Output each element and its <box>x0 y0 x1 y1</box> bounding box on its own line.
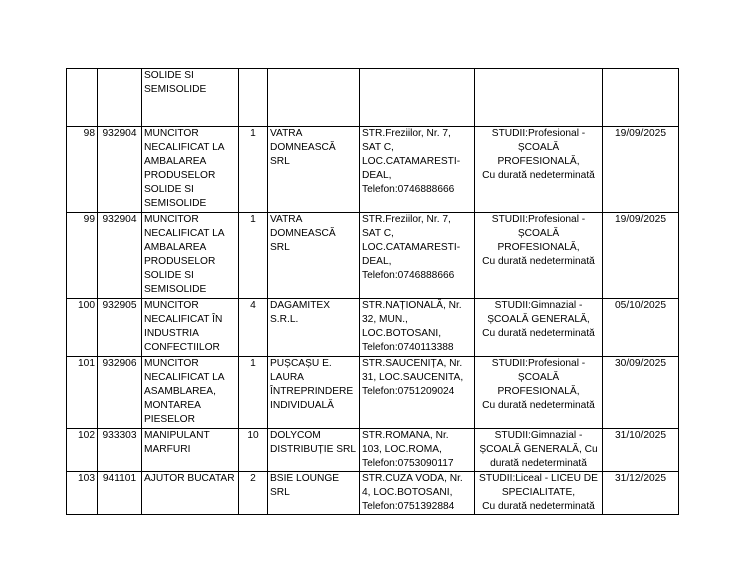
address <box>360 69 475 127</box>
employer: DOLYCOM DISTRIBUȚIE SRL <box>268 429 360 472</box>
valid-until-date: 19/09/2025 <box>603 213 679 299</box>
valid-until-date: 30/09/2025 <box>603 357 679 429</box>
row-number: 102 <box>67 429 98 472</box>
employer: VATRA DOMNEASCĂ SRL <box>268 213 360 299</box>
employer: PUȘCAȘU E. LAURA ÎNTREPRINDERE INDIVIDUALĂ <box>268 357 360 429</box>
employer: BSIE LOUNGE SRL <box>268 472 360 515</box>
address: STR.Freziilor, Nr. 7, SAT C, LOC.CATAMARESTI- DEAL, Telefon:0746888666 <box>360 127 475 213</box>
table-row <box>67 69 679 127</box>
vacancy-count: 1 <box>239 127 268 213</box>
cor-code: 932905 <box>98 299 142 357</box>
cor-code: 932904 <box>98 213 142 299</box>
studies: STUDII:Profesional - ȘCOALĂ PROFESIONALĂ, Cu durată nedeterminată <box>475 127 603 213</box>
studies: STUDII:Profesional - ȘCOALĂ PROFESIONALĂ, Cu durată nedeterminată <box>475 357 603 429</box>
valid-until-date: 19/09/2025 <box>603 127 679 213</box>
studies: STUDII:Gimnazial - ȘCOALĂ GENERALĂ, Cu durată nedeterminată <box>475 429 603 472</box>
valid-until-date: 05/10/2025 <box>603 299 679 357</box>
address: STR.ROMANA, Nr. 103, LOC.ROMA, Telefon:0753090117 <box>360 429 475 472</box>
cor-code: 932906 <box>98 357 142 429</box>
cor-code <box>98 69 142 127</box>
address: STR.Freziilor, Nr. 7, SAT C, LOC.CATAMARESTI- DEAL, Telefon:0746888666 <box>360 213 475 299</box>
vacancy-count: 2 <box>239 472 268 515</box>
job-vacancies-table <box>66 68 679 515</box>
address: STR.NAȚIONALĂ, Nr. 32, MUN., LOC.BOTOSANI, Telefon:0740113388 <box>360 299 475 357</box>
studies <box>475 69 603 127</box>
occupation: SOLIDE SI SEMISOLIDE <box>142 69 239 127</box>
employer <box>268 69 360 127</box>
occupation: MUNCITOR NECALIFICAT LA ASAMBLAREA, MONTAREA PIESELOR <box>142 357 239 429</box>
studies: STUDII:Gimnazial - ȘCOALĂ GENERALĂ, Cu durată nedeterminată <box>475 299 603 357</box>
row-number: 99 <box>67 213 98 299</box>
table-row <box>67 127 679 213</box>
occupation: MUNCITOR NECALIFICAT LA AMBALAREA PRODUSELOR SOLIDE SI SEMISOLIDE <box>142 127 239 213</box>
row-number: 98 <box>67 127 98 213</box>
row-number <box>67 69 98 127</box>
valid-until-date: 31/10/2025 <box>603 429 679 472</box>
occupation: MUNCITOR NECALIFICAT LA AMBALAREA PRODUSELOR SOLIDE SI SEMISOLIDE <box>142 213 239 299</box>
employer: VATRA DOMNEASCĂ SRL <box>268 127 360 213</box>
vacancy-count: 1 <box>239 213 268 299</box>
valid-until-date: 31/12/2025 <box>603 472 679 515</box>
row-number: 101 <box>67 357 98 429</box>
table-row <box>67 213 679 299</box>
row-number: 100 <box>67 299 98 357</box>
address: STR.SAUCENIȚA, Nr. 31, LOC.SAUCENITA, Telefon:0751209024 <box>360 357 475 429</box>
table-row <box>67 299 679 357</box>
table-row <box>67 357 679 429</box>
vacancy-count: 1 <box>239 357 268 429</box>
cor-code: 941101 <box>98 472 142 515</box>
cor-code: 933303 <box>98 429 142 472</box>
table-row <box>67 429 679 472</box>
vacancy-count: 10 <box>239 429 268 472</box>
employer: DAGAMITEX S.R.L. <box>268 299 360 357</box>
row-number: 103 <box>67 472 98 515</box>
vacancy-count <box>239 69 268 127</box>
occupation: MUNCITOR NECALIFICAT ÎN INDUSTRIA CONFECTIILOR <box>142 299 239 357</box>
valid-until-date <box>603 69 679 127</box>
studies: STUDII:Profesional - ȘCOALĂ PROFESIONALĂ, Cu durată nedeterminată <box>475 213 603 299</box>
cor-code: 932904 <box>98 127 142 213</box>
table-row <box>67 472 679 515</box>
vacancy-count: 4 <box>239 299 268 357</box>
occupation: MANIPULANT MARFURI <box>142 429 239 472</box>
address: STR.CUZA VODA, Nr. 4, LOC.BOTOSANI, Telefon:0751392884 <box>360 472 475 515</box>
occupation: AJUTOR BUCATAR <box>142 472 239 515</box>
studies: STUDII:Liceal - LICEU DE SPECIALITATE, Cu durată nedeterminată <box>475 472 603 515</box>
